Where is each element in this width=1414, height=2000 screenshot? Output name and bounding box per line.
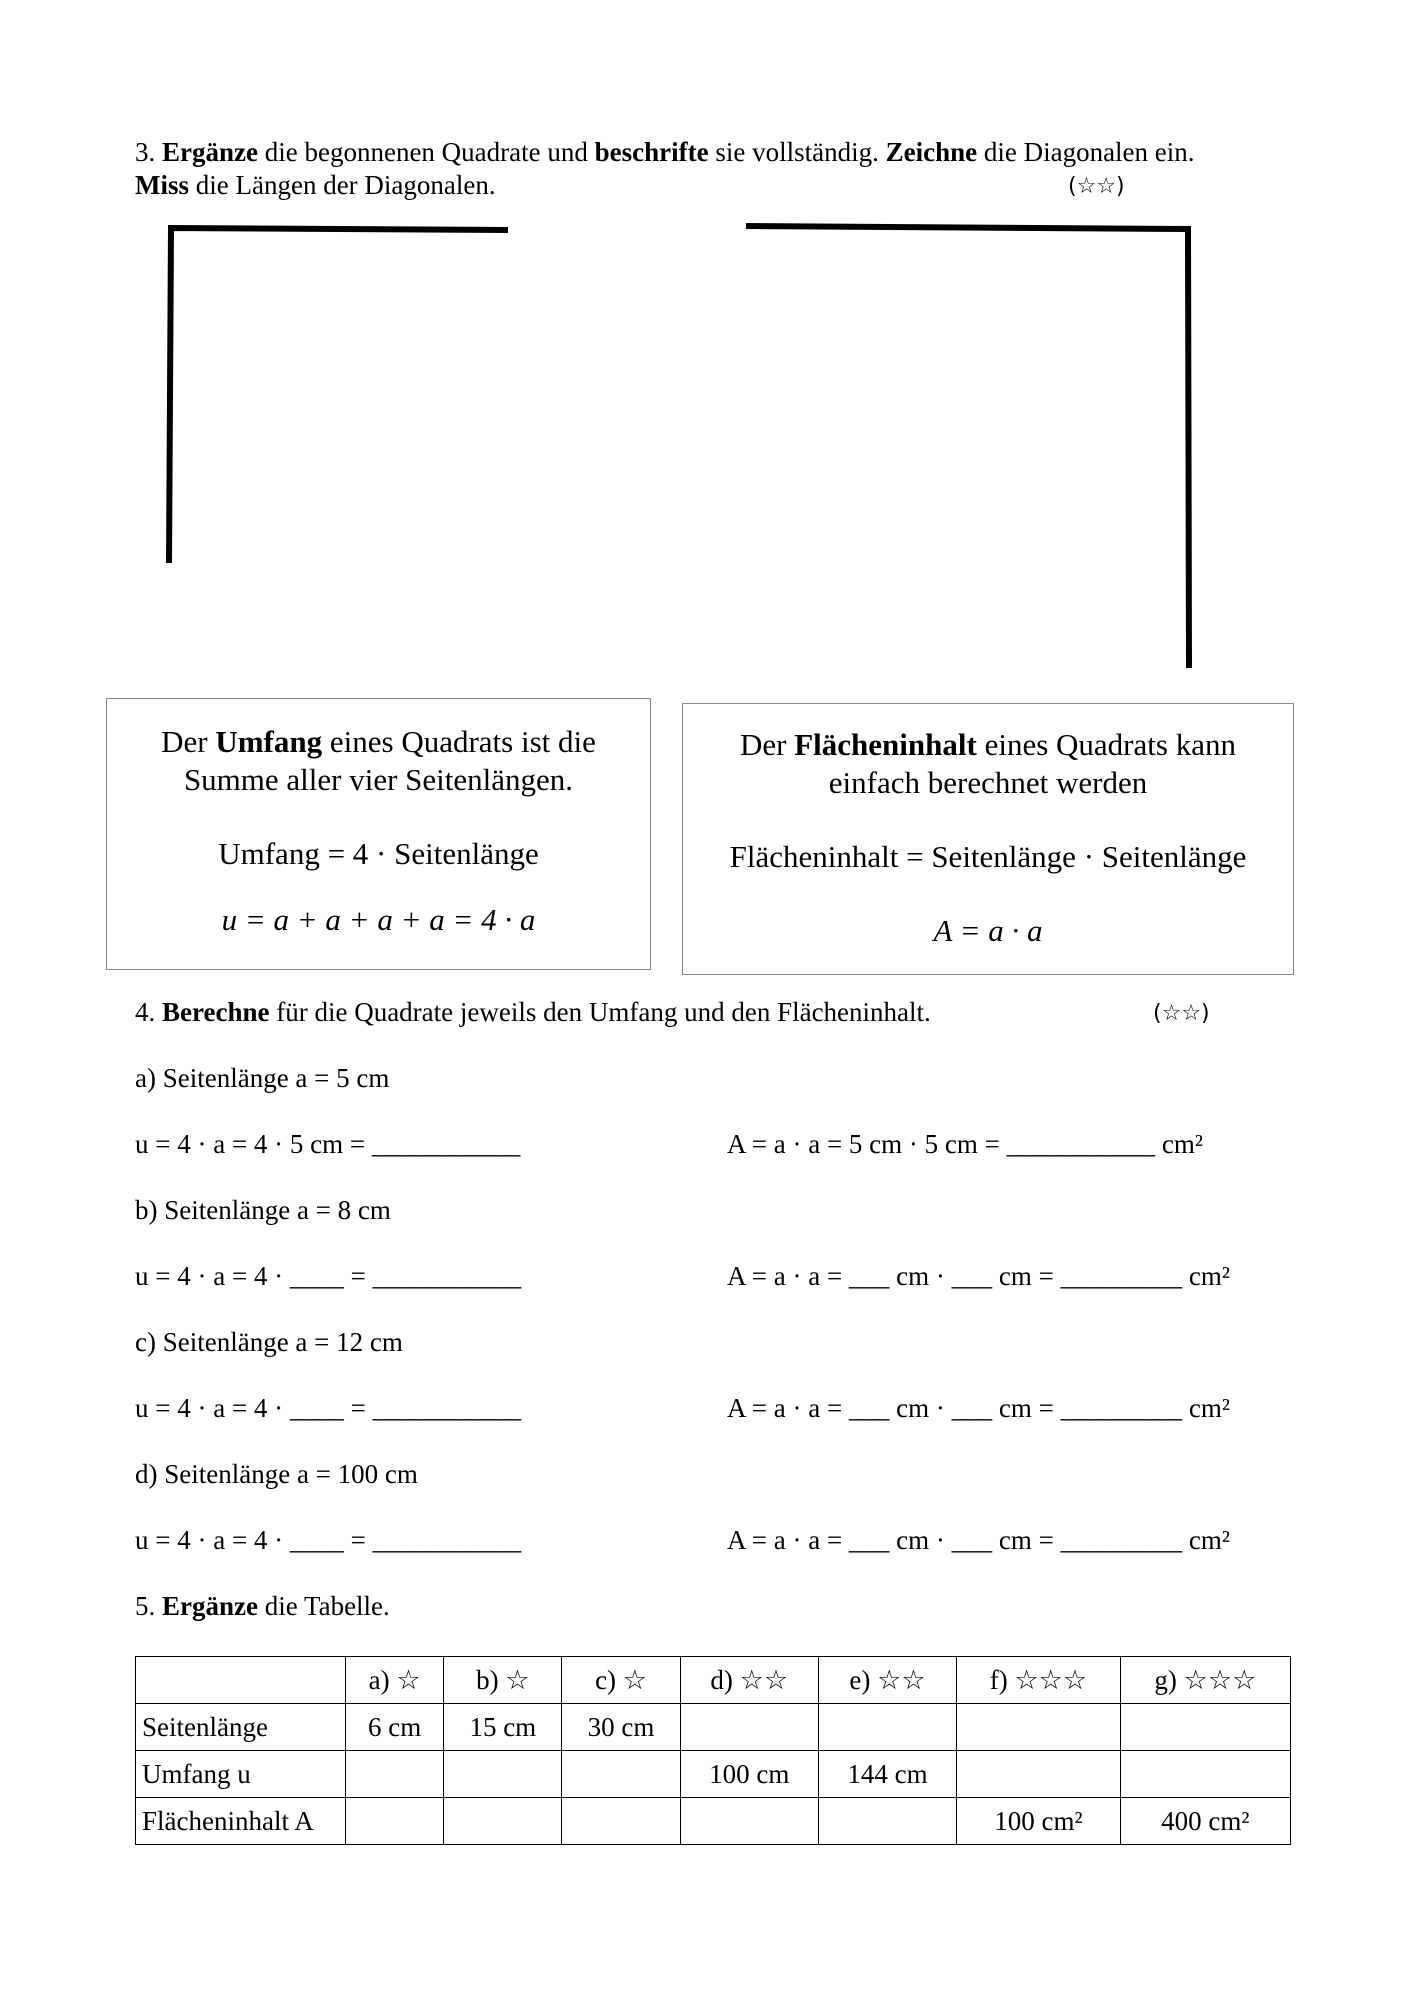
task3-difficulty-stars: (☆☆) — [1068, 174, 1125, 199]
task4-difficulty-stars: (☆☆) — [1153, 1001, 1210, 1026]
table-header-cell: a) ☆ — [346, 1657, 444, 1704]
umfang-def-text-a: Der — [161, 724, 208, 759]
table-header-cell: b) ☆ — [444, 1657, 562, 1704]
table-row-umfang — [136, 1751, 1291, 1798]
task3-keyword-ergaenze: Ergänze — [162, 137, 258, 167]
table-row-label: Umfang u — [136, 1751, 346, 1798]
task4b-umfang[interactable]: u = 4 · a = 4 · ____ = ___________ — [135, 1261, 522, 1291]
flaeche-def-line1 — [683, 726, 1293, 764]
flaeche-keyword: Flächeninhalt — [794, 727, 977, 762]
umfang-formula-symbolic: u = a + a + a + a = 4 · a — [221, 902, 536, 937]
table-cell: 6 cm — [346, 1704, 444, 1751]
table-cell-blank[interactable] — [346, 1798, 444, 1845]
task4a-flaeche[interactable]: A = a · a = 5 cm · 5 cm = ___________ cm² — [727, 1129, 1203, 1159]
task4-text: für die Quadrate jeweils den Umfang und den Flächeninhalt. — [276, 997, 931, 1027]
task4a-umfang[interactable]: u = 4 · a = 4 · 5 cm = ___________ — [135, 1129, 521, 1159]
flaeche-def-line2: einfach berechnet werden — [828, 765, 1148, 800]
table-cell-blank[interactable] — [562, 1751, 680, 1798]
umfang-info-box — [106, 698, 651, 970]
task4c-flaeche[interactable]: A = a · a = ___ cm · ___ cm = _________ cm² — [727, 1393, 1230, 1423]
task4d-label: d) Seitenlänge a = 100 cm — [135, 1459, 418, 1489]
umfang-def-line1 — [107, 723, 650, 761]
task4c-umfang[interactable]: u = 4 · a = 4 · ____ = ___________ — [135, 1393, 522, 1423]
table-cell-blank[interactable] — [562, 1798, 680, 1845]
table-cell-blank[interactable] — [346, 1751, 444, 1798]
table-cell-blank[interactable] — [957, 1751, 1121, 1798]
table-cell-blank[interactable] — [1120, 1751, 1290, 1798]
table-cell-blank[interactable] — [818, 1798, 956, 1845]
table-header-row — [136, 1657, 1291, 1704]
table-cell: 30 cm — [562, 1704, 680, 1751]
square-values-table — [135, 1656, 1291, 1845]
table-cell: 144 cm — [818, 1751, 956, 1798]
table-header-cell: e) ☆☆ — [818, 1657, 956, 1704]
task3-keyword-miss: Miss — [135, 170, 189, 200]
table-cell: 100 cm — [680, 1751, 818, 1798]
table-cell: 15 cm — [444, 1704, 562, 1751]
flaeche-def-text-a: Der — [740, 727, 787, 762]
flaeche-formula-symbolic: A = a · a — [933, 913, 1043, 948]
task3-text-2: sie vollständig. — [715, 137, 879, 167]
table-header-cell: f) ☆☆☆ — [957, 1657, 1121, 1704]
table-row-flaecheninhalt — [136, 1798, 1291, 1845]
table-cell-blank[interactable] — [818, 1704, 956, 1751]
task5-keyword-ergaenze: Ergänze — [162, 1591, 258, 1621]
task3-number: 3. — [135, 137, 156, 167]
task4-number: 4. — [135, 997, 156, 1027]
task4b-label: b) Seitenlänge a = 8 cm — [135, 1195, 391, 1225]
table-cell: 400 cm² — [1120, 1798, 1290, 1845]
task4d-umfang[interactable]: u = 4 · a = 4 · ____ = ___________ — [135, 1525, 522, 1555]
task4-heading — [135, 996, 931, 1029]
square-left-corner — [169, 228, 508, 563]
flaeche-formula: Flächeninhalt = Seitenlänge · Seitenlänge — [729, 839, 1247, 874]
task4b-flaeche[interactable]: A = a · a = ___ cm · ___ cm = _________ cm² — [727, 1261, 1230, 1291]
umfang-formula: Umfang = 4 · Seitenlänge — [218, 836, 539, 871]
task3-keyword-zeichne: Zeichne — [885, 137, 978, 167]
flaeche-def-text-b: eines Quadrats kann — [984, 727, 1236, 762]
umfang-def-text-b: eines Quadrats ist die — [329, 724, 596, 759]
table-cell-blank[interactable] — [680, 1704, 818, 1751]
table-row-label: Flächeninhalt A — [136, 1798, 346, 1845]
task5-heading — [135, 1590, 390, 1623]
table-header-cell: d) ☆☆ — [680, 1657, 818, 1704]
table-cell-blank[interactable] — [444, 1751, 562, 1798]
table-header-cell: c) ☆ — [562, 1657, 680, 1704]
task5-number: 5. — [135, 1591, 156, 1621]
task3-text-3: die Diagonalen ein. — [983, 137, 1195, 167]
umfang-def-line2: Summe aller vier Seitenlängen. — [183, 762, 574, 797]
flaeche-info-box — [682, 703, 1294, 975]
square-right-corner — [746, 226, 1189, 668]
square-drawings[interactable] — [0, 0, 1414, 700]
table-cell: 100 cm² — [957, 1798, 1121, 1845]
task4c-label: c) Seitenlänge a = 12 cm — [135, 1327, 403, 1357]
task3-text-4: die Längen der Diagonalen. — [195, 170, 496, 200]
table-cell-blank[interactable] — [680, 1798, 818, 1845]
task5-text: die Tabelle. — [264, 1591, 390, 1621]
table-header-cell: g) ☆☆☆ — [1120, 1657, 1290, 1704]
task4d-flaeche[interactable]: A = a · a = ___ cm · ___ cm = _________ cm² — [727, 1525, 1230, 1555]
table-header-cell — [136, 1657, 346, 1704]
table-cell-blank[interactable] — [1120, 1704, 1290, 1751]
table-row-label: Seitenlänge — [136, 1704, 346, 1751]
task3-keyword-beschrifte: beschrifte — [594, 137, 709, 167]
table-row-seitenlaenge — [136, 1704, 1291, 1751]
task3-text-1: die begonnenen Quadrate und — [264, 137, 588, 167]
umfang-keyword: Umfang — [215, 724, 323, 759]
task4a-label: a) Seitenlänge a = 5 cm — [135, 1063, 390, 1093]
table-cell-blank[interactable] — [957, 1704, 1121, 1751]
task4-keyword-berechne: Berechne — [162, 997, 270, 1027]
table-cell-blank[interactable] — [444, 1798, 562, 1845]
